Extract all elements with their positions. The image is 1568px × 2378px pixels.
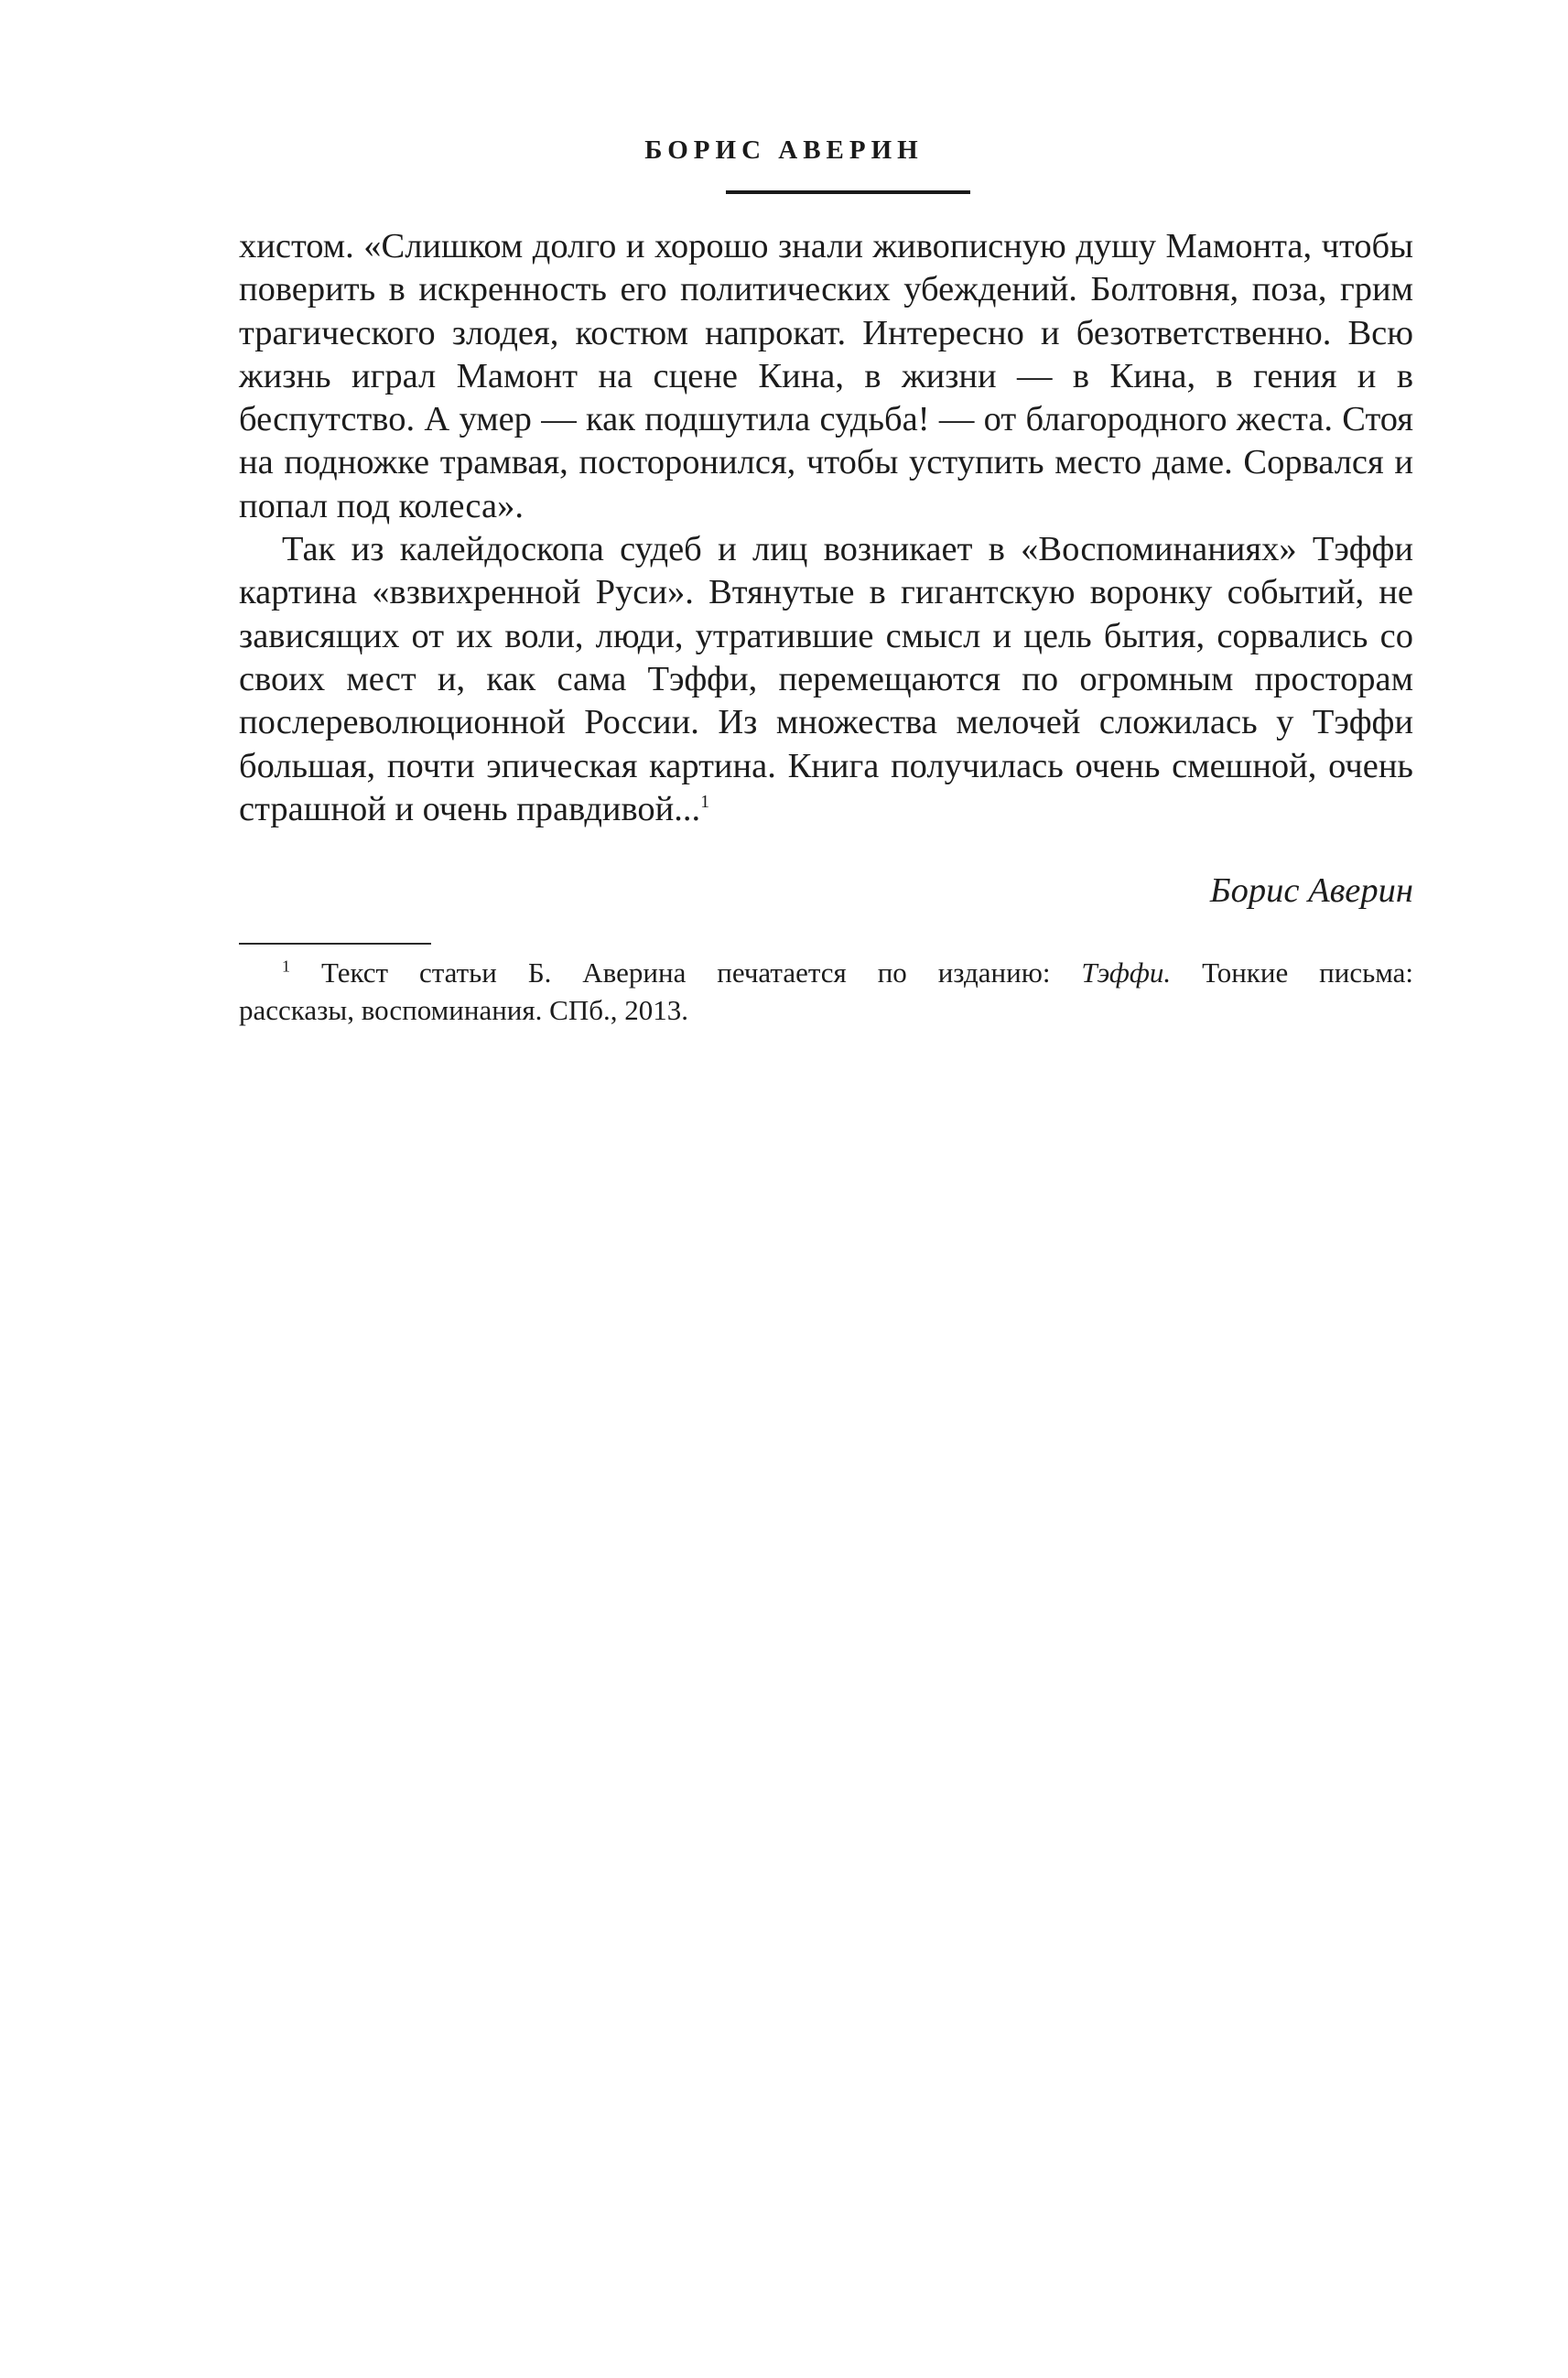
footnote-separator xyxy=(239,943,431,945)
running-head-rule xyxy=(726,190,970,194)
paragraph-2-text: Так из калейдоскопа судеб и лиц возникает в «Воспоминаниях» Тэффи картина «взвихренной Руси». Втянутые в гигантскую воронку событий, не зависящих от их воли, люди, утратившие смысл и цель бытия, сорвались со своих мест и, как сама Тэффи, перемещаются по огромным просторам послереволюционной России. Из множества мелочей сложилась у Тэффи большая, почти эпическая картина. Книга получилась очень смешной, очень страшной и очень правдивой... xyxy=(239,530,1413,828)
footnote-mark: 1 xyxy=(282,957,290,976)
footnote-source-title: Тэффи. xyxy=(1081,957,1172,989)
body-text xyxy=(239,225,1413,831)
footnote-text-1: Текст статьи Б. Аверина печатается по изданию: Тэффи. Тонкие письма: xyxy=(320,957,1413,989)
paragraph-1-text: хистом. «Слишком долго и хорошо знали живописную душу Мамонта, чтобы поверить в искренность его политических убеждений. Болтовня, поза, грим трагического злодея, костюм напрокат. Интересно и безответственно. Всю жизнь играл Мамонт на сцене Кина, в жизни — в Кина, в гения и в беспутство. А умер — как подшутила судьба! — от благородного жеста. Стоя на подножке трамвая, посторонился, чтобы уступить место даме. Сорвался и попал под колеса». xyxy=(239,227,1413,525)
author-signature: Борис Аверин xyxy=(1209,871,1413,910)
footnote-line-2: рассказы, воспоминания. СПб., 2013. xyxy=(239,994,688,1026)
footnote-reference-mark[interactable]: 1 xyxy=(700,792,710,813)
footnote-line-1 xyxy=(239,954,1413,991)
paragraph-1 xyxy=(239,225,1413,528)
running-head: БОРИС АВЕРИН xyxy=(644,135,924,165)
footnote xyxy=(239,954,1413,1029)
paragraph-2 xyxy=(239,528,1413,831)
